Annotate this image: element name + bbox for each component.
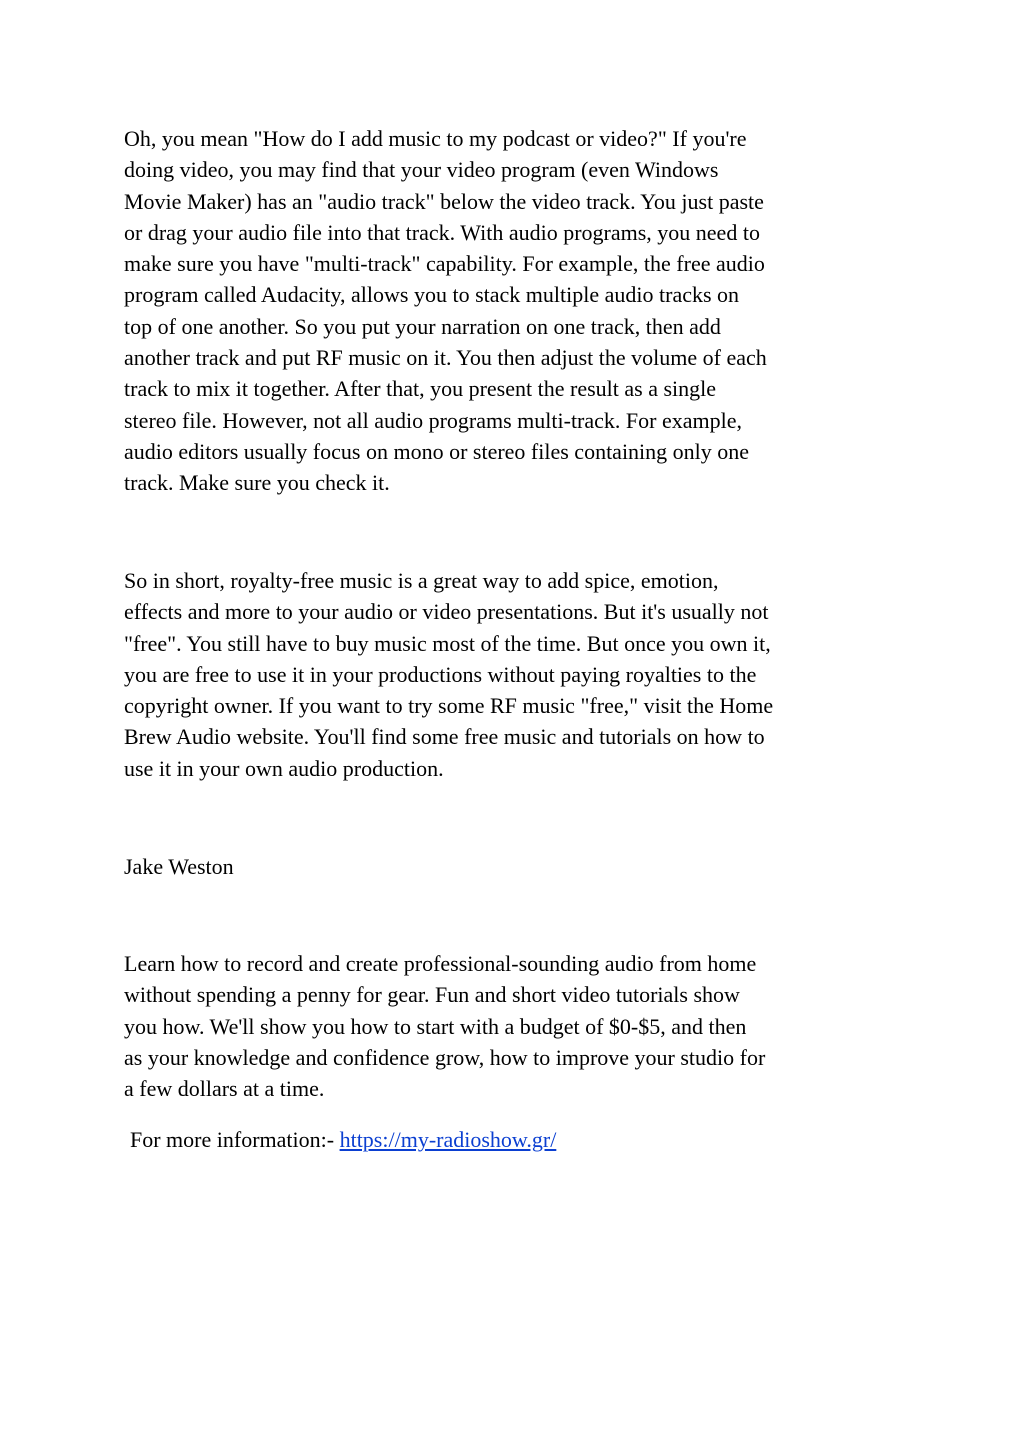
- text-line: another track and put RF music on it. You then adjust the volume of each: [124, 345, 767, 371]
- text-line: Learn how to record and create professional-sounding audio from home: [124, 951, 757, 976]
- text-line: "free". You still have to buy music most of the time. But once you own it,: [124, 630, 771, 656]
- text-line: top of one another. So you put your narration on one track, then add: [124, 313, 721, 339]
- text-line: you are free to use it in your productions without paying royalties to the: [124, 661, 757, 687]
- text-line: audio editors usually focus on mono or stereo files containing only one: [124, 438, 750, 464]
- author-name: Jake Weston: [124, 854, 234, 879]
- paragraph-add-music: [124, 123, 767, 499]
- text-line: program called Audacity, allows you to stack multiple audio tracks on: [124, 282, 740, 308]
- text-line: you how. We'll show you how to start with a budget of $0-$5, and then: [124, 1013, 747, 1039]
- more-info-link[interactable]: https://my-radioshow.gr/: [339, 1127, 557, 1152]
- text-line: Movie Maker) has an "audio track" below the video track. You just paste: [124, 188, 764, 214]
- more-info-label: For more information:-: [130, 1127, 335, 1152]
- text-line: copyright owner. If you want to try some RF music "free," visit the Home: [124, 693, 774, 719]
- paragraph-summary: [124, 565, 773, 784]
- text-line: a few dollars at a time.: [124, 1076, 325, 1102]
- text-line: Oh, you mean "How do I add music to my podcast or video?" If you're: [124, 126, 747, 151]
- text-line: as your knowledge and confidence grow, how to improve your studio for: [124, 1044, 766, 1070]
- text-line: use it in your own audio production.: [124, 755, 444, 781]
- text-line: track to mix it together. After that, you present the result as a single: [124, 376, 717, 402]
- text-line: So in short, royalty-free music is a great way to add spice, emotion,: [124, 568, 719, 593]
- text-line: without spending a penny for gear. Fun and short video tutorials show: [124, 982, 740, 1008]
- more-info-line: [130, 1124, 556, 1155]
- text-line: stereo file. However, not all audio programs multi-track. For example,: [124, 407, 742, 433]
- text-line: or drag your audio file into that track. With audio programs, you need to: [124, 219, 760, 245]
- text-line: track. Make sure you check it.: [124, 470, 390, 496]
- text-line: make sure you have "multi-track" capability. For example, the free audio: [124, 251, 765, 277]
- text-line: effects and more to your audio or video presentations. But it's usually not: [124, 599, 769, 625]
- text-line: Brew Audio website. You'll find some free music and tutorials on how to: [124, 724, 765, 750]
- paragraph-promo: [124, 948, 765, 1104]
- text-line: doing video, you may find that your video program (even Windows: [124, 157, 719, 183]
